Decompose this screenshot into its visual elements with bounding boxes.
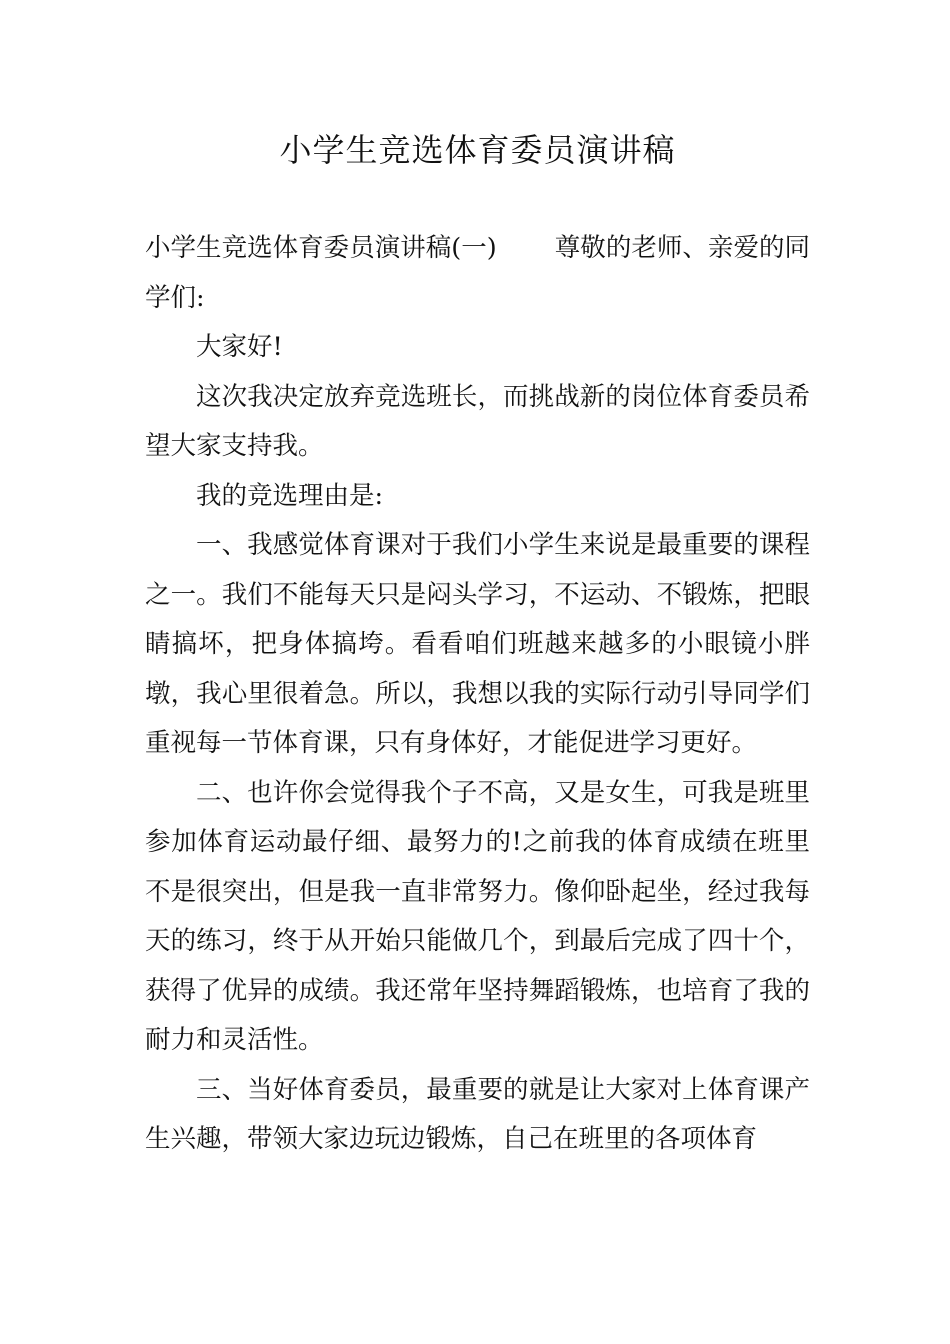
intro-paragraph <box>145 224 810 323</box>
document-page <box>145 0 810 1344</box>
paragraph-greeting: 大家好! <box>196 332 283 362</box>
paragraph-decision: 这次我决定放弃竞选班长，而挑战新的岗位体育委员希望大家支持我。 <box>145 381 810 461</box>
intro-heading: 小学生竞选体育委员演讲稿(一) <box>145 233 497 263</box>
intro-salutation: 尊敬的老师、亲爱的同学们: <box>145 233 810 313</box>
paragraph-reasons-heading: 我的竞选理由是: <box>196 480 384 511</box>
paragraph-reason-two: 二、也许你会觉得我个子不高，又是女生，可我是班里参加体育运动最仔细、最努力的!之前我的体育成绩在班里不是很突出，但是我一直非常努力。像仰卧起坐，经过我每天的练习，终于从开始只能做几个，到最后完成了四十个，获得了优异的成绩。我还常年坚持舞蹈锻炼，也培育了我的耐力和灵活性。 <box>145 777 810 1055</box>
document-body <box>145 224 810 1165</box>
paragraph-reason-three: 三、当好体育委员，最重要的就是让大家对上体育课产生兴趣，带领大家边玩边锻炼，自己在班里的各项体育 <box>145 1074 810 1154</box>
document-title: 小学生竞选体育委员演讲稿 <box>279 131 676 169</box>
paragraph-reason-one: 一、我感觉体育课对于我们小学生来说是最重要的课程之一。我们不能每天只是闷头学习，不运动、不锻炼，把眼睛搞坏，把身体搞垮。看看咱们班越来越多的小眼镜小胖墩，我心里很着急。所以，我想以我的实际行动引导同学们重视每一节体育课，只有身体好，才能促进学习更好。 <box>145 530 810 758</box>
